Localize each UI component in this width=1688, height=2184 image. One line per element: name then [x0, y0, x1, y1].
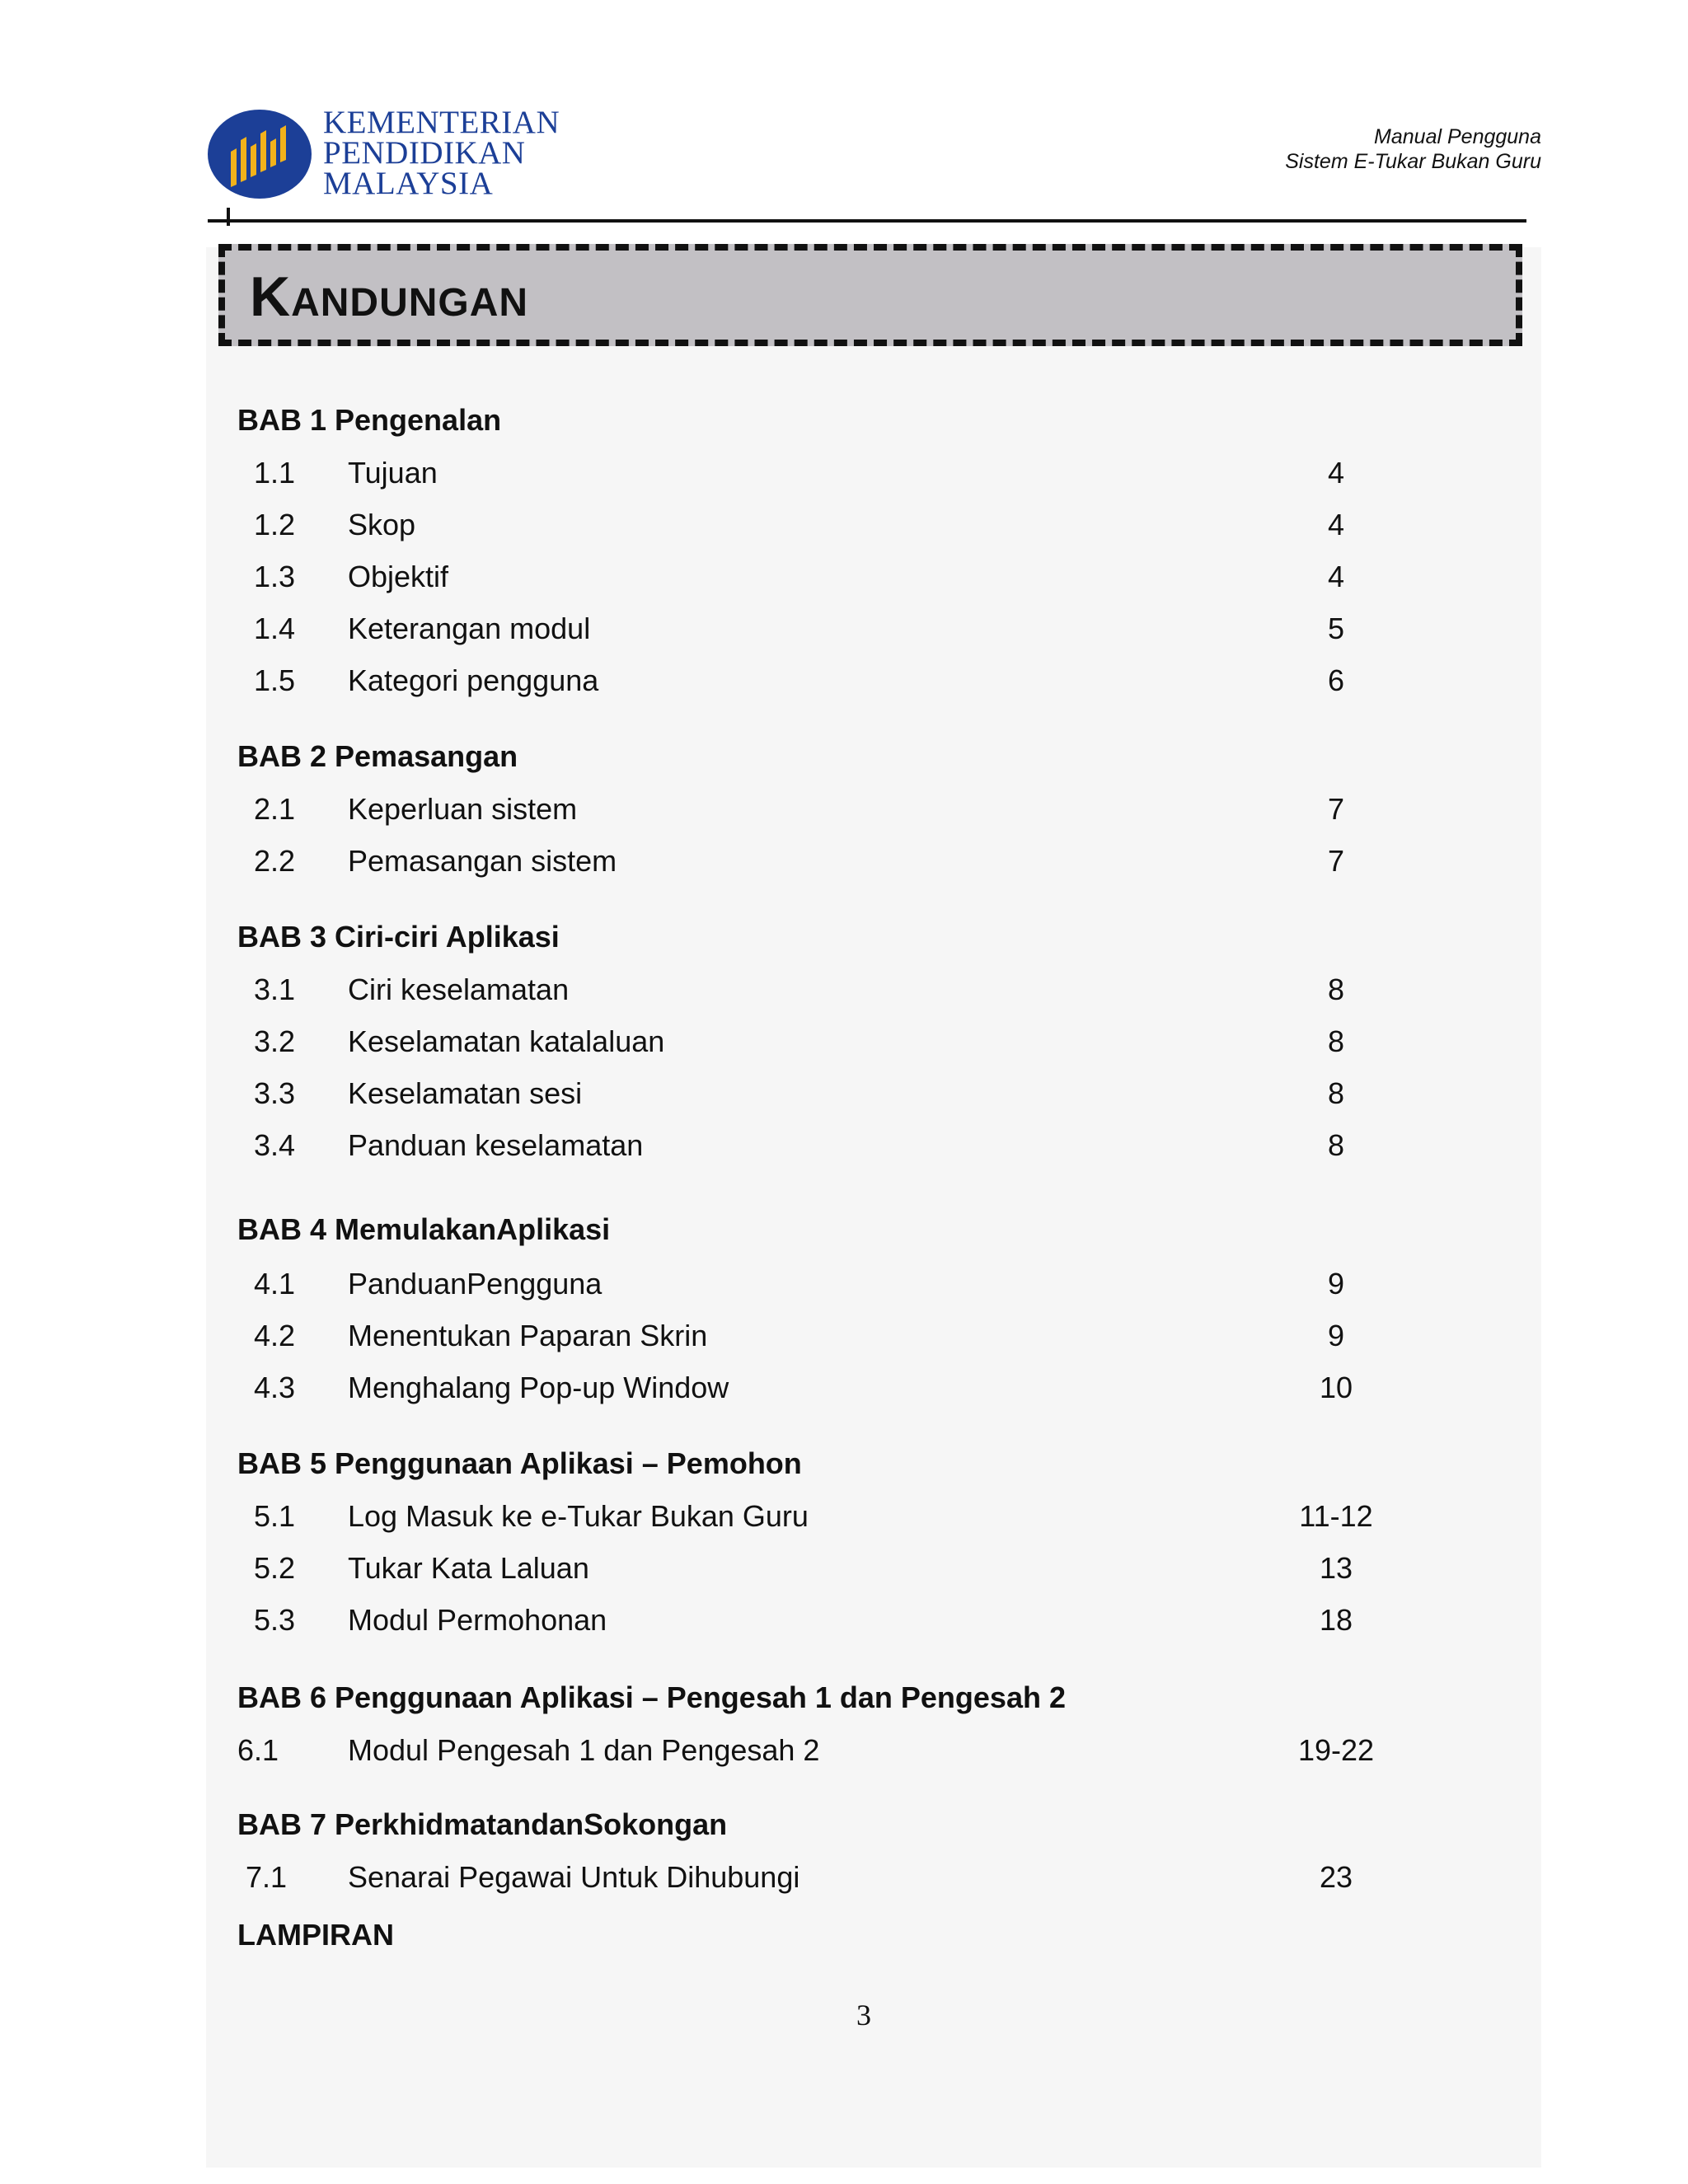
toc-entry-label: Ciri keselamatan [348, 972, 570, 1006]
toc-entry-number: 2.1 [254, 792, 296, 826]
toc-entry-number: 1.1 [254, 456, 296, 490]
toc-entry-page: 23 [1319, 1860, 1353, 1894]
toc-entry-page: 18 [1319, 1603, 1353, 1637]
toc-entry-label: Menghalang Pop-up Window [348, 1371, 729, 1404]
toc-entry-label: Keselamatan katalaluan [348, 1024, 665, 1058]
toc-entry-page: 8 [1327, 972, 1345, 1006]
toc-entry[interactable] [237, 1266, 1424, 1302]
toc-entry-page: 8 [1327, 1024, 1345, 1058]
toc-entry-number: 3.3 [254, 1076, 296, 1110]
toc-entry-number: 1.5 [254, 663, 296, 697]
toc-entry[interactable] [237, 972, 1424, 1008]
toc-entry[interactable] [237, 1859, 1424, 1896]
toc-entry-label: Tujuan [348, 456, 438, 490]
toc-entry-page: 8 [1327, 1128, 1345, 1162]
toc-entry-page: 5 [1327, 612, 1345, 645]
toc-entry[interactable] [237, 1076, 1424, 1112]
toc-chapter-2: BAB 2 Pemasangan [237, 739, 518, 773]
toc-entry[interactable] [237, 843, 1424, 879]
toc-entry-page: 11-12 [1299, 1499, 1373, 1533]
toc-entry-page: 9 [1327, 1319, 1345, 1352]
toc-entry-label: PanduanPengguna [348, 1267, 603, 1301]
toc-entry[interactable] [237, 1318, 1424, 1354]
toc-entry[interactable] [237, 1370, 1424, 1406]
header-divider-tick [227, 208, 230, 226]
page-number: 3 [856, 1999, 871, 2032]
toc-entry-page: 9 [1327, 1267, 1345, 1301]
toc-entry-label: Tukar Kata Laluan [348, 1551, 589, 1585]
ministry-logo [208, 105, 579, 203]
toc-entry[interactable] [237, 1602, 1424, 1638]
toc-entry-number: 4.1 [254, 1267, 296, 1301]
document-title: Manual Pengguna [1374, 125, 1541, 148]
toc-entry[interactable] [237, 455, 1424, 491]
section-title: Kandungan [250, 265, 529, 328]
toc-entry-page: 6 [1327, 663, 1345, 697]
toc-entry-number: 5.3 [254, 1603, 296, 1637]
section-title-box [218, 244, 1522, 346]
toc-entry[interactable] [237, 507, 1424, 543]
ministry-line-3: MALAYSIA [323, 166, 494, 201]
toc-chapter-1: BAB 1 Pengenalan [237, 403, 502, 437]
header-divider [208, 219, 1526, 223]
toc-entry-label: Menentukan Paparan Skrin [348, 1319, 708, 1352]
toc-entry-page: 10 [1319, 1371, 1353, 1404]
toc-entry[interactable] [237, 1550, 1424, 1586]
toc-appendix: LAMPIRAN [237, 1918, 394, 1952]
toc-entry-label: Senarai Pegawai Untuk Dihubungi [348, 1860, 800, 1894]
toc-entry-label: Pemasangan sistem [348, 844, 617, 878]
toc-entry[interactable] [237, 663, 1424, 699]
toc-entry-label: Modul Pengesah 1 dan Pengesah 2 [348, 1733, 820, 1767]
toc-entry-number: 4.3 [254, 1371, 296, 1404]
toc-entry-page: 4 [1327, 456, 1345, 490]
toc-entry[interactable] [237, 559, 1424, 595]
toc-entry-label: Keselamatan sesi [348, 1076, 583, 1110]
toc-entry-page: 7 [1327, 844, 1345, 878]
toc-entry-page: 7 [1327, 792, 1345, 826]
toc-entry-label: Kategori pengguna [348, 663, 599, 697]
toc-chapter-5: BAB 5 Penggunaan Aplikasi – Pemohon [237, 1446, 802, 1480]
ministry-line-2: PENDIDIKAN [323, 135, 526, 171]
toc-entry-number: 1.4 [254, 612, 296, 645]
toc-entry-number: 1.3 [254, 560, 296, 593]
toc-chapter-6: BAB 6 Penggunaan Aplikasi – Pengesah 1 dan Pengesah 2 [237, 1680, 1066, 1714]
toc-entry-page: 13 [1319, 1551, 1353, 1585]
toc-entry-page: 4 [1327, 560, 1345, 593]
ministry-line-1: KEMENTERIAN [323, 105, 560, 140]
toc-entry[interactable] [237, 611, 1424, 647]
toc-entry-number: 7.1 [246, 1860, 288, 1894]
toc-entry-label: Keterangan modul [348, 612, 591, 645]
toc-entry-number: 4.2 [254, 1319, 296, 1352]
toc-entry-label: Skop [348, 508, 416, 541]
toc-entry-page: 19-22 [1297, 1733, 1375, 1767]
toc-entry-label: Panduan keselamatan [348, 1128, 644, 1162]
toc-entry-number: 5.1 [254, 1499, 296, 1533]
system-name: Sistem E-Tukar Bukan Guru [1285, 150, 1541, 173]
toc-entry-label: Keperluan sistem [348, 792, 578, 826]
toc-entry[interactable] [237, 1732, 1424, 1769]
toc-entry-page: 8 [1327, 1076, 1345, 1110]
toc-entry-number: 3.2 [254, 1024, 296, 1058]
toc-entry[interactable] [237, 791, 1424, 827]
toc-entry-label: Modul Permohonan [348, 1603, 607, 1637]
toc-entry-number: 5.2 [254, 1551, 296, 1585]
document-header [1285, 124, 1541, 174]
toc-chapter-7: BAB 7 PerkhidmatandanSokongan [237, 1807, 728, 1841]
ministry-wordmark [323, 107, 560, 199]
toc-entry-number: 3.4 [254, 1128, 296, 1162]
toc-chapter-4: BAB 4 MemulakanAplikasi [237, 1212, 611, 1246]
toc-entry-label: Objektif [348, 560, 449, 593]
toc-entry[interactable] [237, 1024, 1424, 1060]
ministry-emblem-icon [208, 105, 315, 203]
toc-entry[interactable] [237, 1127, 1424, 1164]
toc-chapter-3: BAB 3 Ciri-ciri Aplikasi [237, 920, 560, 954]
toc-entry-page: 4 [1327, 508, 1345, 541]
toc-entry-number: 6.1 [237, 1733, 279, 1767]
toc-entry-number: 3.1 [254, 972, 296, 1006]
toc-entry[interactable] [237, 1498, 1424, 1535]
toc-entry-number: 1.2 [254, 508, 296, 541]
toc-entry-number: 2.2 [254, 844, 296, 878]
toc-entry-label: Log Masuk ke e-Tukar Bukan Guru [348, 1499, 809, 1533]
